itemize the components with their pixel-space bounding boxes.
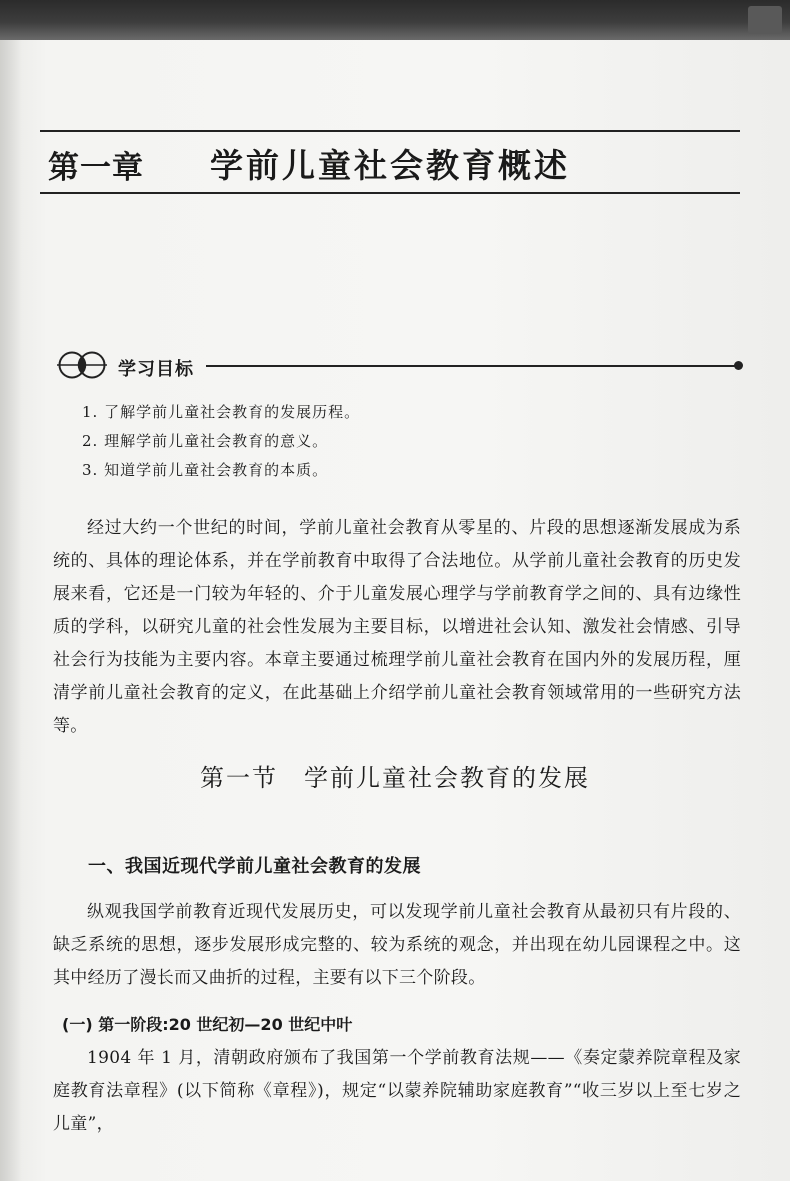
section-number: 第一节 [200,764,278,792]
intro-paragraph: 经过大约一个世纪的时间，学前儿童社会教育从零星的、片段的思想逐渐发展成为系统的、具体的理论体系，并在学前教育中取得了合法地位。从学前儿童社会教育的历史发展来看，它还是一门较为年轻的、介于儿童发展心理学与学前教育学之间的、具有边缘性质的学科，以研究儿童的社会性发展为主要目标，以增进社会认知、激发社会情感、引导社会行为技能为主要内容。本章主要通过梳理学前儿童社会教育在国内外的发展历程，厘清学前儿童社会教育的定义，在此基础上介绍学前儿童社会教育领域常用的一些研究方法等。 [53,518,741,736]
chapter-label: 第一章 [48,150,144,186]
chapter-rule-bottom [40,192,740,194]
objectives-rule-dot [734,361,743,370]
stage-paragraph: 1904 年 1 月，清朝政府颁布了我国第一个学前教育法规——《奏定蒙养院章程及家庭教育法章程》(以下简称《章程》)，规定“以蒙养院辅助家庭教育”“收三岁以上至七岁之儿童”， [53,1048,741,1134]
objectives-header [56,350,746,384]
stage-heading: (一) 第一阶段:20 世纪初—20 世纪中叶 [62,1015,353,1034]
objectives-heading: 学习目标 [118,359,194,380]
section-title: 学前儿童社会教育的发展 [304,764,590,792]
page-number-mark [748,6,782,34]
objective-item: 3. 知道学前儿童社会教育的本质。 [82,461,329,479]
subsection-heading: 一、我国近现代学前儿童社会教育的发展 [88,856,421,877]
subsection-paragraph: 纵观我国学前教育近现代发展历史，可以发现学前儿童社会教育从最初只有片段的、缺乏系统的思想，逐步发展形成完整的、较为系统的观念，并出现在幼儿园课程之中。这其中经历了漫长而又曲折的过程，主要有以下三个阶段。 [53,902,741,988]
chapter-title: 学前儿童社会教育概述 [210,146,570,185]
chapter-rule-top [40,130,740,132]
venn-circles-icon [56,350,108,380]
binding-shadow [0,40,22,1181]
section-heading [0,758,790,793]
objective-item: 1. 了解学前儿童社会教育的发展历程。 [82,403,361,421]
objective-item: 2. 理解学前儿童社会教育的意义。 [82,432,329,450]
objectives-rule [206,365,736,367]
chapter-heading [40,130,740,194]
objectives-list [82,398,702,485]
running-header-strip [0,0,790,40]
